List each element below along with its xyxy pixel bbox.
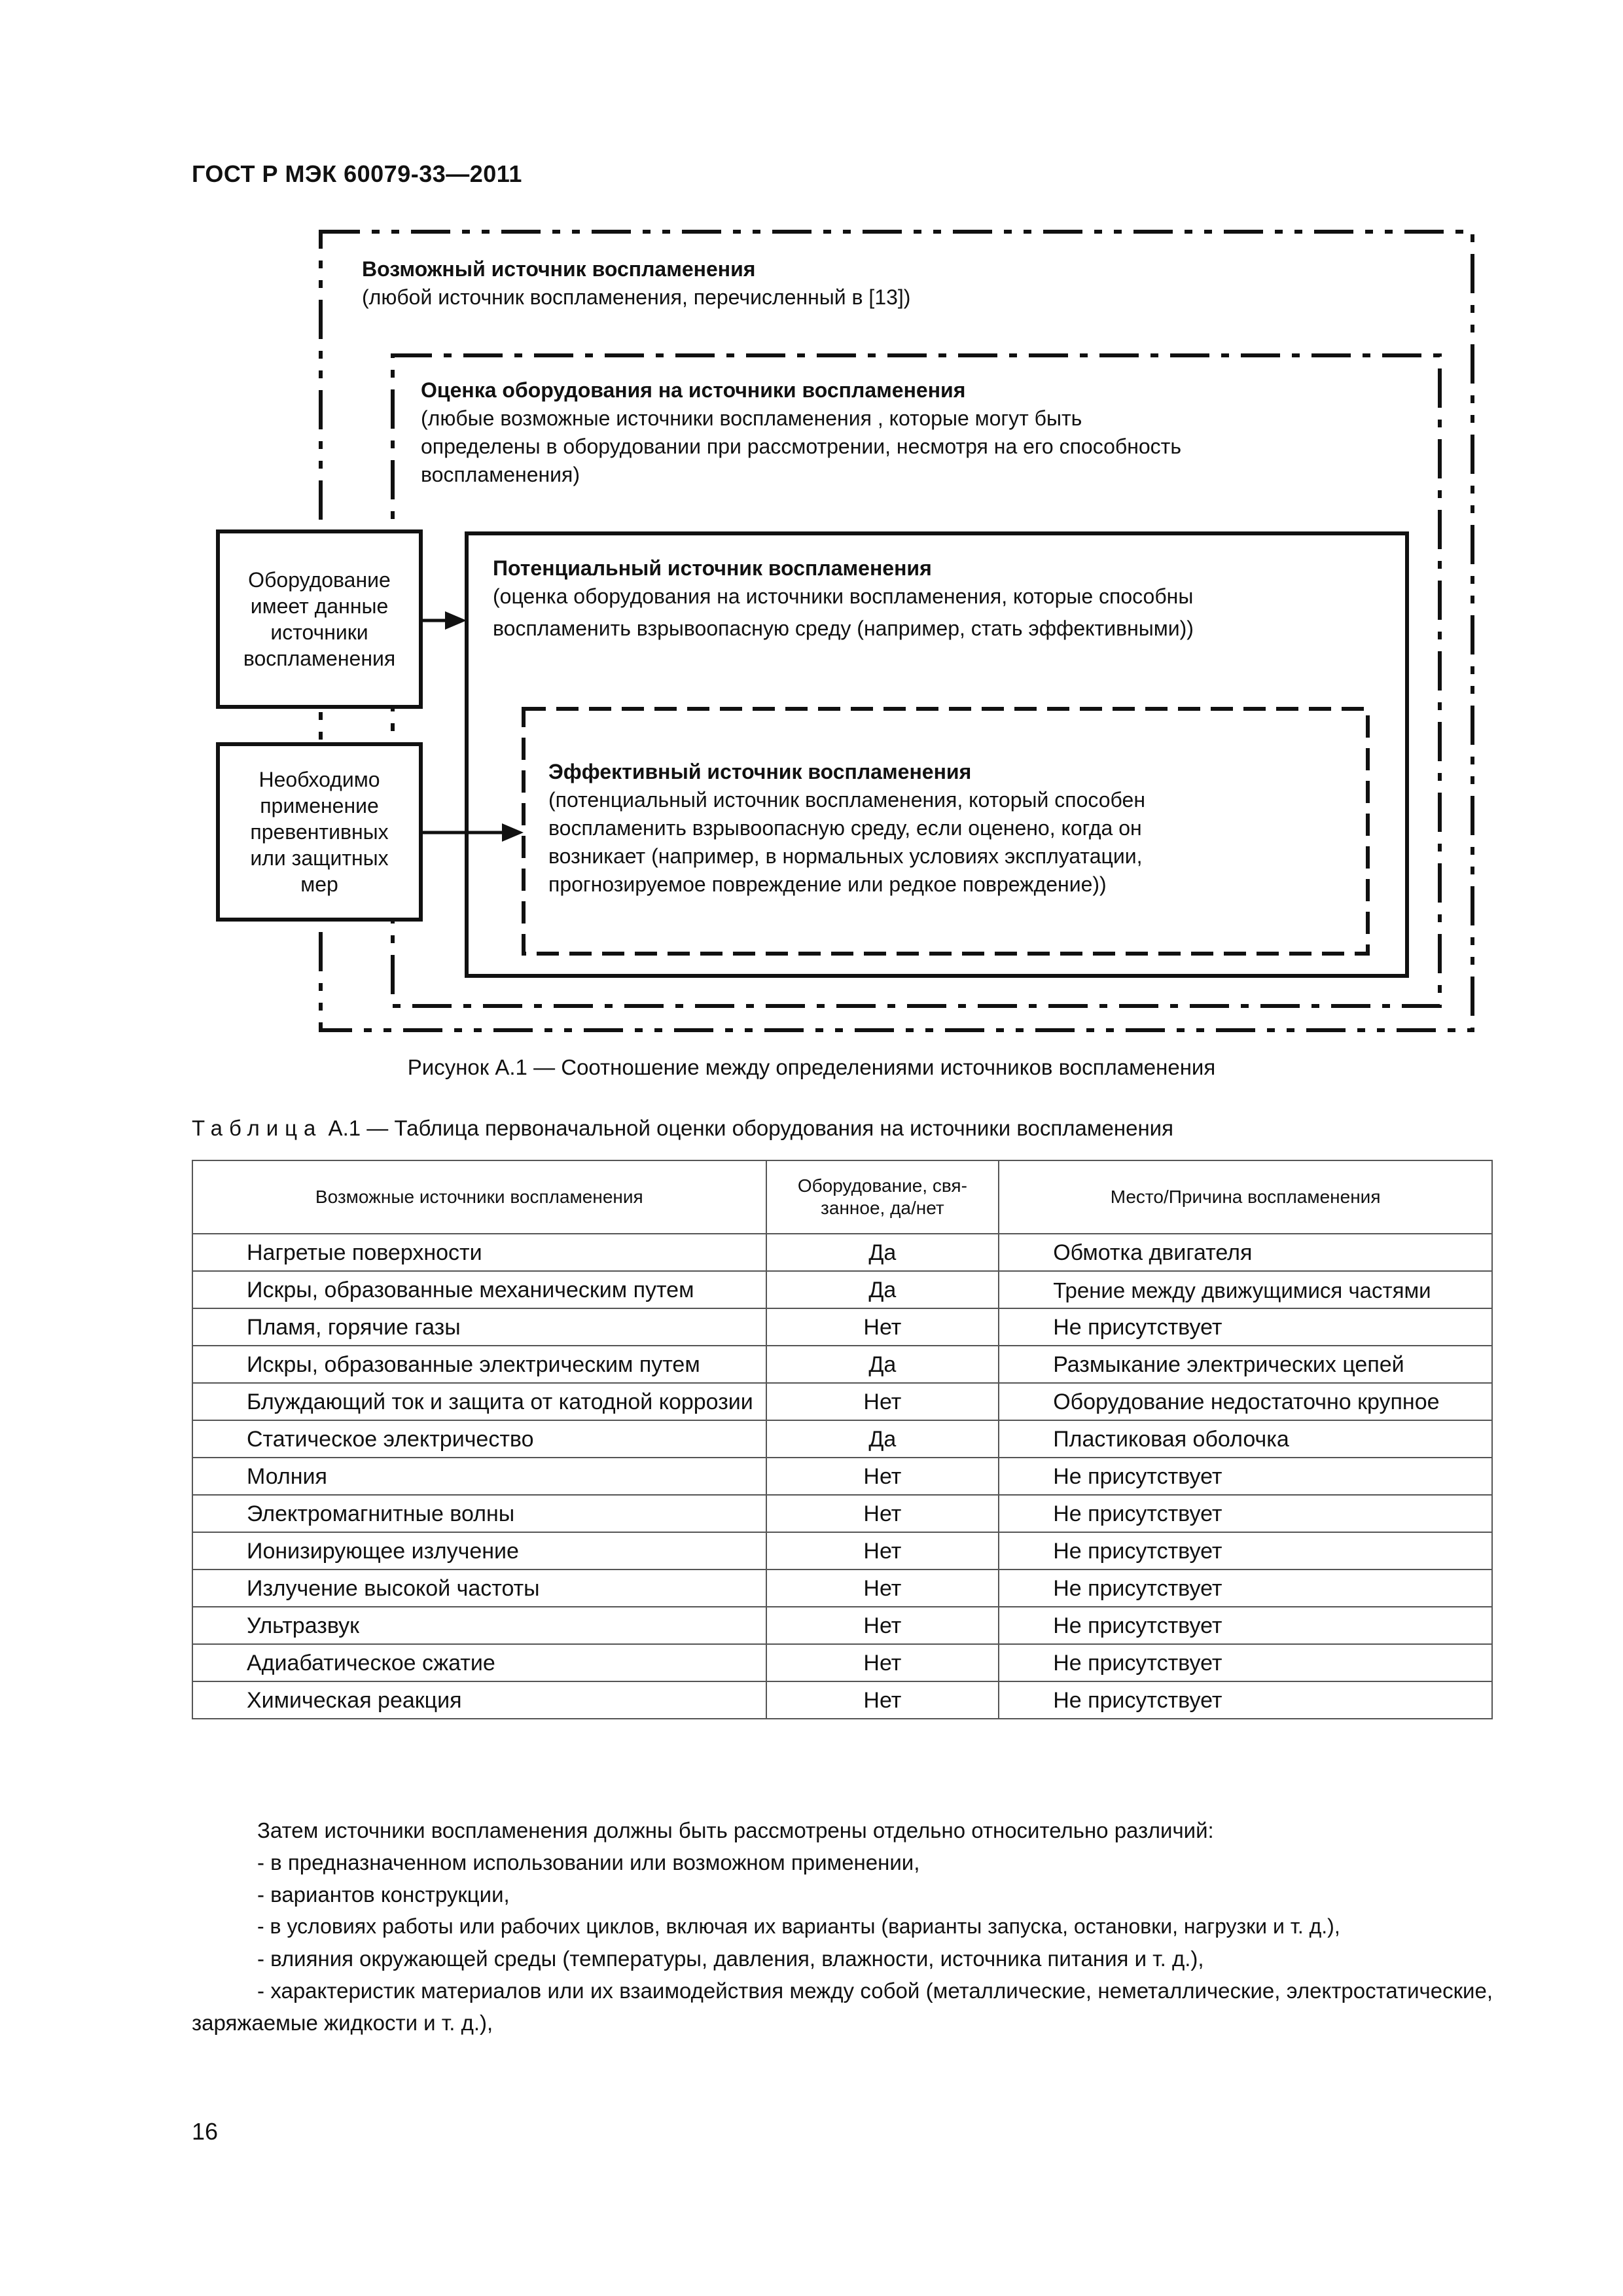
side-box-equipment-line: воспламенения bbox=[243, 647, 396, 670]
cell-cause: Обмотка двигателя bbox=[999, 1234, 1492, 1271]
table-row bbox=[192, 1570, 1492, 1607]
side-box-measures-line: превентивных bbox=[250, 820, 389, 844]
cell-cause: Пластиковая оболочка bbox=[999, 1420, 1492, 1458]
box-effective-source-line: воспламенить взрывоопасную среду, если оценено, когда он bbox=[548, 816, 1142, 840]
box-possible-source-title: Возможный источник воспламенения bbox=[362, 257, 756, 281]
page-number: 16 bbox=[192, 2118, 219, 2145]
cell-related: Нет bbox=[766, 1644, 999, 1681]
side-box-equipment-line: источники bbox=[270, 620, 368, 644]
cell-source: Пламя, горячие газы bbox=[192, 1308, 766, 1346]
cell-source: Ультразвук bbox=[192, 1607, 766, 1644]
box-potential-source-text bbox=[493, 554, 1194, 643]
arrowhead-to-effective bbox=[502, 823, 524, 842]
ignition-source-diagram bbox=[0, 0, 1623, 1113]
cell-cause: Трение между движущимися частями bbox=[999, 1271, 1492, 1308]
box-effective-source-title: Эффективный источник воспламенения bbox=[548, 760, 972, 783]
cell-source: Нагретые поверхности bbox=[192, 1234, 766, 1271]
side-box-measures-text bbox=[220, 746, 419, 918]
table-row bbox=[192, 1234, 1492, 1271]
list-item: - в условиях работы или рабочих циклов, включая их варианты (варианты запуска, остановки, нагрузки и т. д.), bbox=[257, 1914, 1340, 1938]
cell-cause: Не присутствует bbox=[999, 1495, 1492, 1532]
list-item: - характеристик материалов или их взаимодействия между собой (металлические, неметаллические, электростатические, заряжаемые жидкости и т. д.), bbox=[192, 1979, 1493, 2035]
cell-cause: Не присутствует bbox=[999, 1644, 1492, 1681]
side-box-equipment-text bbox=[220, 533, 419, 705]
table-row bbox=[192, 1607, 1492, 1644]
column-header-sources: Возможные источники воспламенения bbox=[192, 1160, 766, 1234]
cell-source: Статическое электричество bbox=[192, 1420, 766, 1458]
cell-source: Искры, образованные механическим путем bbox=[192, 1271, 766, 1308]
table-row bbox=[192, 1383, 1492, 1420]
table-row bbox=[192, 1495, 1492, 1532]
paragraph: Затем источники воспламенения должны быть рассмотрены отдельно относительно различий: bbox=[257, 1818, 1214, 1842]
cell-related: Да bbox=[766, 1346, 999, 1383]
box-equipment-assessment-line: определены в оборудовании при рассмотрении, несмотря на его способность bbox=[421, 435, 1181, 458]
cell-related: Нет bbox=[766, 1681, 999, 1719]
side-box-equipment-line: имеет данные bbox=[250, 594, 389, 618]
side-box-measures-line: мер bbox=[300, 872, 338, 896]
table-row bbox=[192, 1271, 1492, 1308]
box-equipment-assessment-line: воспламенения) bbox=[421, 463, 580, 486]
cell-related: Да bbox=[766, 1234, 999, 1271]
cell-source: Ионизирующее излучение bbox=[192, 1532, 766, 1570]
box-effective-source-text bbox=[548, 758, 1145, 899]
cell-cause: Не присутствует bbox=[999, 1607, 1492, 1644]
list-item: - вариантов конструкции, bbox=[257, 1882, 510, 1907]
figure-caption: Рисунок А.1 — Соотношение между определениями источников воспламенения bbox=[407, 1055, 1216, 1079]
box-possible-source-line: (любой источник воспламенения, перечисленный в [13]) bbox=[362, 285, 911, 309]
list-item: - в предназначенном использовании или возможном применении, bbox=[257, 1850, 920, 1874]
box-effective-source-line: прогнозируемое повреждение или редкое повреждение)) bbox=[548, 872, 1107, 896]
table-header-row bbox=[192, 1160, 1492, 1234]
box-potential-source-line: (оценка оборудования на источники воспламенения, которые способны bbox=[493, 584, 1194, 608]
cell-related: Нет bbox=[766, 1532, 999, 1570]
box-equipment-assessment-line: (любые возможные источники воспламенения , которые могут быть bbox=[421, 406, 1082, 430]
column-header-location-cause: Место/Причина воспламенения bbox=[999, 1160, 1492, 1234]
cell-source: Химическая реакция bbox=[192, 1681, 766, 1719]
side-box-equipment-line: Оборудование bbox=[248, 568, 391, 592]
table-row bbox=[192, 1346, 1492, 1383]
box-equipment-assessment-title: Оценка оборудования на источники воспламенения bbox=[421, 378, 966, 402]
box-potential-source-line: воспламенить взрывоопасную среду (например, стать эффективными)) bbox=[493, 617, 1194, 640]
table-row bbox=[192, 1644, 1492, 1681]
table-row bbox=[192, 1420, 1492, 1458]
cell-related: Нет bbox=[766, 1383, 999, 1420]
ignition-assessment-table bbox=[192, 1160, 1493, 1719]
table-title-text: А.1 — Таблица первоначальной оценки оборудования на источники воспламенения bbox=[322, 1116, 1173, 1140]
cell-related: Нет bbox=[766, 1308, 999, 1346]
cell-source: Электромагнитные волны bbox=[192, 1495, 766, 1532]
cell-cause: Не присутствует bbox=[999, 1570, 1492, 1607]
box-potential-source-title: Потенциальный источник воспламенения bbox=[493, 556, 932, 580]
side-box-measures-line: или защитных bbox=[250, 846, 389, 870]
table-row bbox=[192, 1458, 1492, 1495]
list-item: - влияния окружающей среды (температуры, давления, влажности, источника питания и т. д.), bbox=[257, 1946, 1204, 1971]
table-title-label: Таблица bbox=[192, 1116, 323, 1140]
cell-source: Адиабатическое сжатие bbox=[192, 1644, 766, 1681]
cell-cause: Размыкание электрических цепей bbox=[999, 1346, 1492, 1383]
cell-related: Нет bbox=[766, 1607, 999, 1644]
table-row bbox=[192, 1681, 1492, 1719]
document-header: ГОСТ Р МЭК 60079-33—2011 bbox=[192, 160, 522, 187]
cell-source: Молния bbox=[192, 1458, 766, 1495]
box-effective-source-line: возникает (например, в нормальных условиях эксплуатации, bbox=[548, 844, 1143, 868]
column-header-equipment-related: Оборудование, свя-занное, да/нет bbox=[766, 1160, 999, 1234]
body-text bbox=[192, 1814, 1493, 2039]
cell-cause: Не присутствует bbox=[999, 1681, 1492, 1719]
box-possible-source-text bbox=[362, 255, 910, 312]
cell-related: Да bbox=[766, 1420, 999, 1458]
cell-related: Нет bbox=[766, 1570, 999, 1607]
cell-related: Нет bbox=[766, 1458, 999, 1495]
side-box-measures-line: Необходимо bbox=[259, 768, 380, 791]
cell-source: Искры, образованные электрическим путем bbox=[192, 1346, 766, 1383]
cell-cause: Не присутствует bbox=[999, 1532, 1492, 1570]
cell-cause: Не присутствует bbox=[999, 1458, 1492, 1495]
table-row bbox=[192, 1308, 1492, 1346]
cell-cause: Не присутствует bbox=[999, 1308, 1492, 1346]
box-equipment-assessment-text bbox=[421, 376, 1181, 489]
cell-source: Излучение высокой частоты bbox=[192, 1570, 766, 1607]
cell-cause: Оборудование недостаточно крупное bbox=[999, 1383, 1492, 1420]
arrowhead-to-potential bbox=[445, 611, 467, 630]
cell-related: Да bbox=[766, 1271, 999, 1308]
table-row bbox=[192, 1532, 1492, 1570]
cell-source: Блуждающий ток и защита от катодной коррозии bbox=[192, 1383, 766, 1420]
side-box-measures-line: применение bbox=[260, 794, 379, 817]
cell-related: Нет bbox=[766, 1495, 999, 1532]
table-title bbox=[192, 1116, 1173, 1141]
box-effective-source-line: (потенциальный источник воспламенения, который способен bbox=[548, 788, 1145, 812]
